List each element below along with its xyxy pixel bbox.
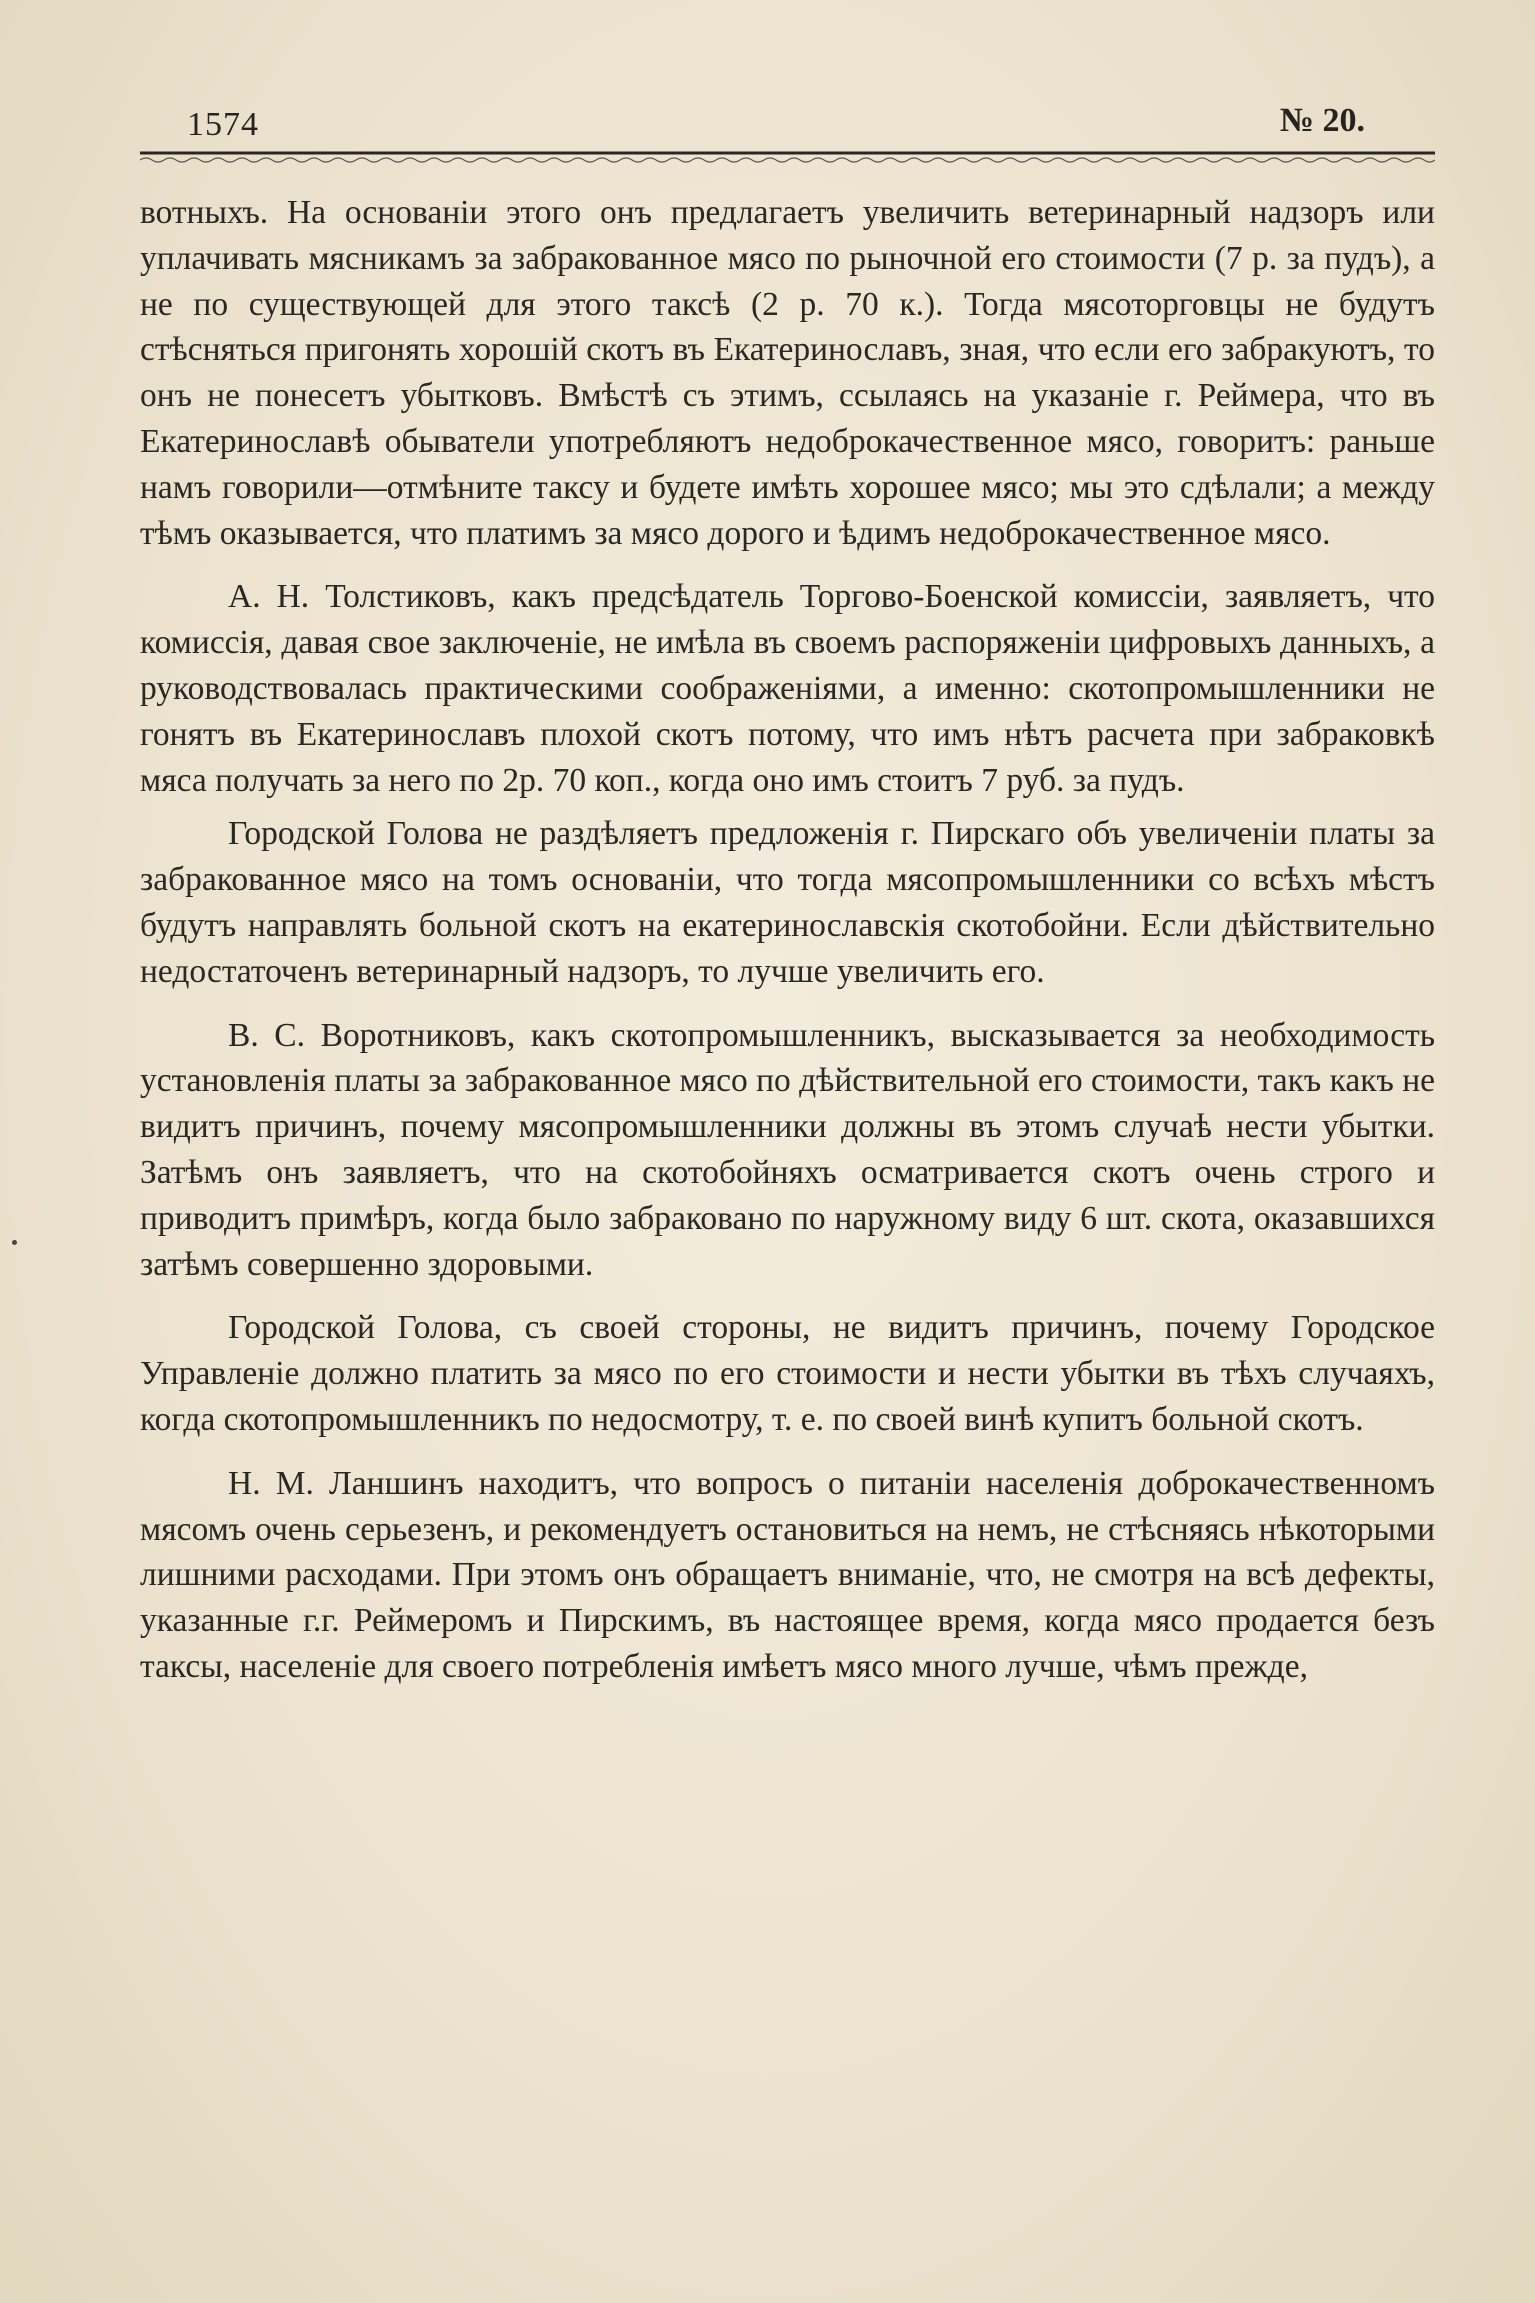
header-rule (140, 150, 1435, 164)
paragraph-continuation: вотныхъ. На основаніи этого онъ предлагаетъ увеличить ветеринарный надзоръ или уплачивать мясникамъ за забракованное мясо по рыночной его стоимости (7 р. за пудъ), а не по существующей для этого таксѣ (2 р. 70 к.). Тогда мясоторговцы не будутъ стѣсняться пригонять хорошій скотъ въ Екатеринославъ, зная, что если его забракуютъ, то онъ не понесетъ убытковъ. Вмѣстѣ съ этимъ, ссылаясь на указаніе г. Реймера, что въ Екатеринославѣ обыватели употребляютъ недоброкачественное мясо, говоритъ: раньше намъ говорили—отмѣните таксу и будете имѣть хорошее мясо; мы это сдѣлали; а между тѣмъ оказывается, что платимъ за мясо дорого и ѣдимъ недоброкачественное мясо. (140, 194, 1435, 552)
issue-number: № 20. (1279, 102, 1365, 139)
paragraph-tolstikov: А. Н. Толстиковъ, какъ предсѣдатель Торгово-Боенской комиссіи, заявляетъ, что комиссія, давая свое заключеніе, не имѣла въ своемъ распоряженіи цифровыхъ данныхъ, а руководствовалась практическими соображеніями, а именно: скотопромышленники не гонятъ въ Екатеринославъ плохой скотъ потому, что имъ нѣтъ расчета при забраковкѣ мяса получать за него по 2р. 70 коп., когда оно имъ стоитъ 7 руб. за пудъ. (140, 578, 1435, 799)
page-header (145, 100, 1435, 150)
paragraph-city-head-2: Городской Голова, съ своей стороны, не видитъ причинъ, почему Городское Управленіе должно платить за мясо по его стоимости и нести убытки въ тѣхъ случаяхъ, когда скотопромышленникъ по недосмотру, т. е. по своей винѣ купитъ больной скотъ. (140, 1309, 1435, 1438)
paragraph-vorotnikov: В. С. Воротниковъ, какъ скотопромышленникъ, высказывается за необходимость установленія платы за забракованное мясо по дѣйствительной его стоимости, такъ какъ не видитъ причинъ, почему мясопромышленники должны въ этомъ случаѣ нести убытки. Затѣмъ онъ заявляетъ, что на скотобойняхъ осматривается скотъ очень строго и приводитъ примѣръ, когда было забраковано по наружному виду 6 шт. скота, оказавшихся затѣмъ совершенно здоровыми. (140, 1016, 1435, 1283)
margin-speck (12, 1240, 17, 1245)
paragraph-lanshin: Н. М. Ланшинъ находитъ, что вопросъ о питаніи населенія доброкачественномъ мясомъ очень серьезенъ, и рекомендуетъ остановиться на немъ, не стѣсняясь нѣкоторыми лишними расходами. При этомъ онъ обращаетъ вниманіе, что, не смотря на всѣ дефекты, указанные г.г. Реймеромъ и Пирскимъ, въ настоящее время, когда мясо продается безъ таксы, населеніе для своего потребленія имѣетъ мясо много лучше, чѣмъ прежде, (140, 1464, 1435, 1685)
paragraph-city-head-1: Городской Голова не раздѣляетъ предложенія г. Пирскаго объ увеличеніи платы за забракованное мясо на томъ основаніи, что тогда мясопромышленники со всѣхъ мѣстъ будутъ направлять больной скотъ на екатеринославскія скотобойни. Если дѣйствительно недостаточенъ ветеринарный надзоръ, то лучше увеличить его. (140, 815, 1435, 990)
body-text (140, 190, 1435, 1708)
page-number: 1574 (187, 106, 259, 143)
